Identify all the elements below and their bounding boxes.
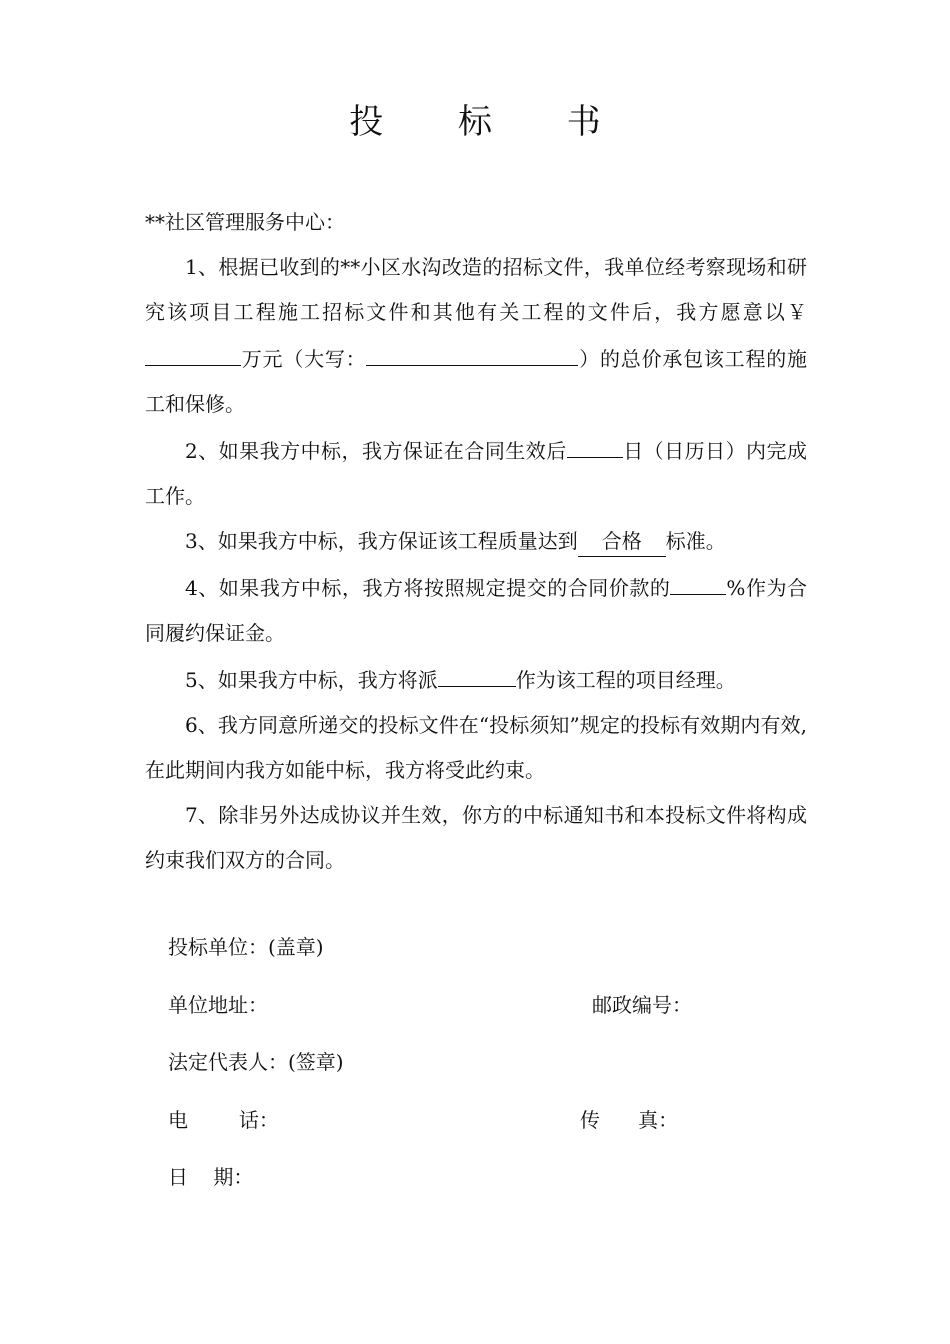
clause-5-text-a: 5、如果我方中标，我方将派 [185, 668, 438, 692]
document-title: 投 标 书 [349, 102, 633, 142]
days-blank [567, 427, 623, 458]
percent-blank [670, 564, 726, 595]
salutation: **社区管理服务中心： [145, 210, 345, 234]
quality-blank: 合格 [578, 526, 666, 557]
clause-3-text-b: 标准。 [665, 529, 726, 553]
clause-5-text-b: 作为该工程的项目经理。 [515, 668, 736, 692]
clause-2-text-a: 2、如果我方中标，我方保证在合同生效后 [185, 439, 567, 463]
clause-4 [145, 564, 807, 656]
fax-label: 传 真： [580, 1107, 679, 1132]
clause-5 [145, 656, 807, 703]
price-blank [145, 335, 241, 366]
clause-4-text-b: %作为合同履约保证金。 [145, 576, 807, 645]
signature-block [168, 925, 808, 1213]
date-row [168, 1155, 808, 1213]
clause-2 [145, 427, 807, 519]
address-label: 单位地址： [168, 992, 268, 1017]
phone-row [168, 1098, 808, 1156]
clause-3-text-a: 3、如果我方中标，我方保证该工程质量达到 [185, 529, 578, 553]
document-body [145, 200, 807, 883]
manager-blank [438, 656, 516, 687]
clause-1-text-b: 万元（大写： [241, 347, 367, 371]
clause-4-text-a: 4、如果我方中标，我方将按照规定提交的合同价款的 [185, 576, 671, 600]
clause-1-text-c: ）的总价承包该工程的施工和保修。 [145, 347, 808, 416]
postcode-label: 邮政编号： [592, 992, 692, 1017]
legal-rep-row [168, 1040, 808, 1098]
clause-7: 7、除非另外达成协议并生效，你方的中标通知书和本投标文件将构成约束我们双方的合同。 [145, 803, 807, 872]
clause-3 [145, 519, 807, 564]
bidder-row [168, 925, 808, 983]
address-row [168, 983, 808, 1041]
clause-2-text-b: 日（日历日）内完成工作。 [145, 439, 807, 508]
date-label: 日 期： [168, 1165, 254, 1189]
clause-6: 6、我方同意所递交的投标文件在“投标须知”规定的投标有效期内有效,在此期间内我方如能中标，我方将受此约束。 [145, 713, 807, 782]
phone-label: 电 话： [168, 1107, 279, 1132]
clause-1-text-a: 1、根据已收到的**小区水沟改造的招标文件，我单位经考察现场和研究该项目工程施工招标文件和其他有关工程的文件后，我方愿意以￥ [145, 255, 807, 324]
bidder-label: 投标单位：(盖章) [168, 935, 324, 959]
clause-1 [145, 245, 807, 427]
legal-rep-label: 法定代表人：(签章) [168, 1050, 344, 1074]
price-in-words-blank [366, 335, 578, 366]
